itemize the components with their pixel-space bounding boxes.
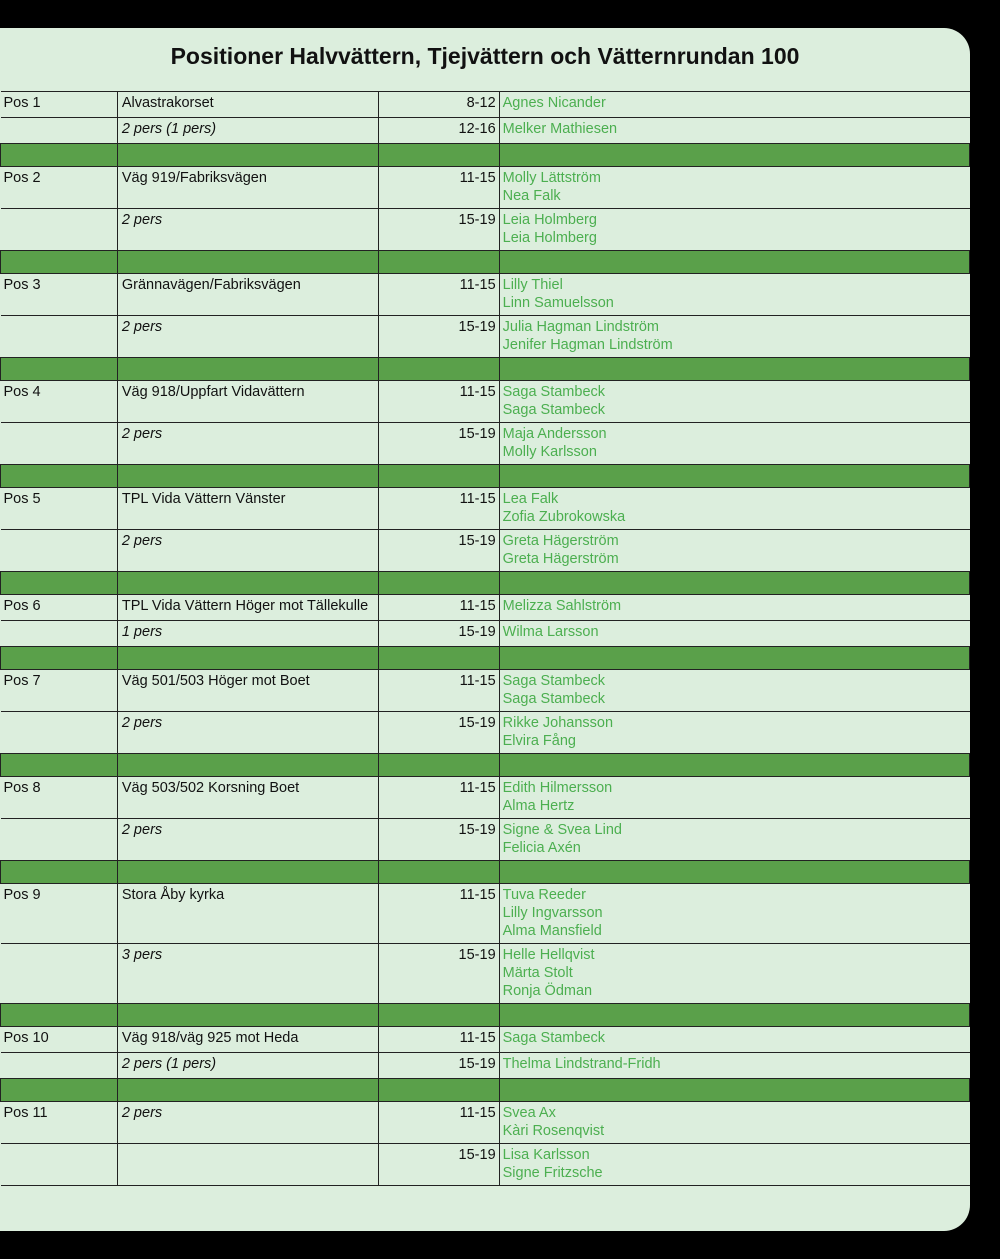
position-cell: Pos 10 [1,1027,118,1053]
time-slot-cell: 11-15 [378,1102,499,1144]
separator-cell [499,572,969,595]
time-slot-cell: 15-19 [378,944,499,1004]
volunteer-name: Saga Stambeck [502,691,606,707]
volunteer-name: Ronja Ödman [502,983,593,999]
separator-cell [378,144,499,167]
volunteer-name: Tuva Reeder [502,887,586,903]
separator-cell [378,465,499,488]
separator-row [1,144,970,167]
table-row [1,670,970,712]
time-slot-cell: 15-19 [378,423,499,465]
volunteer-names-cell [499,316,969,358]
position-cell [1,423,118,465]
volunteer-names-cell [499,1053,969,1079]
separator-cell [1,572,118,595]
volunteer-names-cell [499,488,969,530]
volunteer-name: Agnes Nicander [502,95,606,111]
table-row [1,1102,970,1144]
volunteer-name: Nea Falk [502,188,561,204]
table-row [1,777,970,819]
time-slot-cell: 15-19 [378,712,499,754]
schedule-sheet [0,28,970,1231]
time-slot-cell: 15-19 [378,621,499,647]
table-row [1,819,970,861]
separator-cell [499,754,969,777]
crew-note-cell: 2 pers [117,712,378,754]
location-cell: 2 pers [117,1102,378,1144]
time-slot-cell: 11-15 [378,167,499,209]
volunteer-name: Saga Stambeck [502,673,606,689]
time-slot-cell: 8-12 [378,92,499,118]
location-cell: TPL Vida Vättern Vänster [117,488,378,530]
separator-cell [499,358,969,381]
separator-cell [378,251,499,274]
table-row [1,1027,970,1053]
volunteer-names-cell [499,530,969,572]
table-row [1,1053,970,1079]
separator-cell [1,1004,118,1027]
volunteer-name: Kàri Rosenqvist [502,1123,605,1139]
position-cell [1,712,118,754]
separator-cell [499,251,969,274]
time-slot-cell: 11-15 [378,777,499,819]
time-slot-cell: 11-15 [378,274,499,316]
separator-cell [499,1079,969,1102]
separator-cell [378,647,499,670]
separator-cell [117,358,378,381]
table-row [1,118,970,144]
position-cell: Pos 3 [1,274,118,316]
position-cell [1,621,118,647]
location-cell: Alvastrakorset [117,92,378,118]
table-row [1,209,970,251]
separator-cell [378,358,499,381]
separator-row [1,572,970,595]
volunteer-names-cell [499,777,969,819]
volunteer-name: Greta Hägerström [502,551,619,567]
volunteer-names-cell [499,381,969,423]
volunteer-names-cell [499,884,969,944]
separator-cell [1,358,118,381]
separator-row [1,1079,970,1102]
separator-cell [1,465,118,488]
time-slot-cell: 11-15 [378,1027,499,1053]
separator-cell [117,1004,378,1027]
volunteer-name: Alma Mansfield [502,923,602,939]
separator-cell [378,1004,499,1027]
separator-cell [117,754,378,777]
separator-cell [378,754,499,777]
separator-row [1,647,970,670]
volunteer-names-cell [499,595,969,621]
position-cell: Pos 6 [1,595,118,621]
crew-note-cell: 1 pers [117,621,378,647]
separator-cell [1,861,118,884]
location-cell: Väg 918/väg 925 mot Heda [117,1027,378,1053]
separator-cell [117,251,378,274]
volunteer-name: Jenifer Hagman Lindström [502,337,673,353]
sheet-title: Positioner Halvvättern, Tjejvättern och Vätternrundan 100 [170,43,800,69]
separator-cell [499,465,969,488]
separator-cell [1,1079,118,1102]
table-row [1,621,970,647]
volunteer-names-cell [499,118,969,144]
volunteer-name: Rikke Johansson [502,715,614,731]
separator-cell [499,1004,969,1027]
position-cell: Pos 9 [1,884,118,944]
separator-row [1,465,970,488]
volunteer-name: Elvira Fång [502,733,576,749]
volunteer-name: Saga Stambeck [502,1030,606,1046]
volunteer-names-cell [499,1102,969,1144]
volunteer-name: Wilma Larsson [502,624,599,640]
separator-row [1,251,970,274]
time-slot-cell: 15-19 [378,1053,499,1079]
crew-note-cell: 2 pers [117,530,378,572]
location-cell: Väg 919/Fabriksvägen [117,167,378,209]
volunteer-names-cell [499,209,969,251]
table-row [1,92,970,118]
location-cell: Stora Åby kyrka [117,884,378,944]
volunteer-name: Leia Holmberg [502,212,597,228]
separator-cell [117,144,378,167]
position-cell [1,819,118,861]
volunteer-name: Maja Andersson [502,426,607,442]
time-slot-cell: 11-15 [378,488,499,530]
volunteer-name: Linn Samuelsson [502,295,614,311]
time-slot-cell: 11-15 [378,670,499,712]
table-row [1,423,970,465]
volunteer-name: Signe Fritzsche [502,1165,603,1181]
volunteer-names-cell [499,1027,969,1053]
crew-note-cell: 2 pers (1 pers) [117,118,378,144]
position-cell: Pos 5 [1,488,118,530]
separator-row [1,1004,970,1027]
position-cell [1,316,118,358]
volunteer-name: Leia Holmberg [502,230,597,246]
volunteer-names-cell [499,1144,969,1186]
volunteer-names-cell [499,712,969,754]
separator-cell [117,1079,378,1102]
table-row [1,381,970,423]
location-cell: Grännavägen/Fabriksvägen [117,274,378,316]
separator-cell [499,144,969,167]
separator-cell [1,647,118,670]
position-cell: Pos 1 [1,92,118,118]
volunteer-name: Lea Falk [502,491,559,507]
table-row [1,944,970,1004]
position-cell: Pos 11 [1,1102,118,1144]
table-row [1,274,970,316]
separator-cell [1,251,118,274]
position-cell [1,1053,118,1079]
time-slot-cell: 11-15 [378,884,499,944]
time-slot-cell: 15-19 [378,819,499,861]
volunteer-name: Märta Stolt [502,965,573,981]
position-cell [1,118,118,144]
volunteer-names-cell [499,92,969,118]
location-cell: Väg 918/Uppfart Vidavättern [117,381,378,423]
separator-row [1,861,970,884]
table-row [1,488,970,530]
position-cell [1,209,118,251]
separator-cell [499,861,969,884]
table-row [1,316,970,358]
volunteer-names-cell [499,944,969,1004]
volunteer-names-cell [499,423,969,465]
volunteer-name: Lilly Thiel [502,277,563,293]
crew-note-cell: 3 pers [117,944,378,1004]
volunteer-name: Alma Hertz [502,798,575,814]
volunteer-name: Thelma Lindstrand-Fridh [502,1056,661,1072]
table-row [1,595,970,621]
separator-row [1,358,970,381]
volunteer-name: Saga Stambeck [502,384,606,400]
volunteer-names-cell [499,167,969,209]
separator-cell [117,465,378,488]
table-row [1,1144,970,1186]
time-slot-cell: 15-19 [378,209,499,251]
volunteer-name: Signe & Svea Lind [502,822,622,838]
separator-cell [378,861,499,884]
volunteer-name: Melizza Sahlström [502,598,622,614]
volunteer-name: Zofia Zubrokowska [502,509,626,525]
crew-note-cell: 2 pers [117,316,378,358]
volunteer-name: Molly Lättström [502,170,601,186]
position-cell: Pos 4 [1,381,118,423]
separator-cell [1,144,118,167]
volunteer-name: Helle Hellqvist [502,947,595,963]
separator-cell [117,572,378,595]
positions-table [0,91,970,1186]
volunteer-name: Saga Stambeck [502,402,606,418]
volunteer-names-cell [499,274,969,316]
crew-note-cell: 2 pers (1 pers) [117,1053,378,1079]
volunteer-name: Greta Hägerström [502,533,619,549]
separator-row [1,754,970,777]
position-cell: Pos 8 [1,777,118,819]
separator-cell [117,647,378,670]
position-cell: Pos 7 [1,670,118,712]
crew-note-cell [117,1144,378,1186]
position-cell [1,1144,118,1186]
volunteer-name: Svea Ax [502,1105,556,1121]
volunteer-name: Edith Hilmersson [502,780,613,796]
location-cell: Väg 503/502 Korsning Boet [117,777,378,819]
separator-cell [1,754,118,777]
crew-note-cell: 2 pers [117,423,378,465]
volunteer-name: Melker Mathiesen [502,121,618,137]
time-slot-cell: 15-19 [378,1144,499,1186]
table-row [1,712,970,754]
separator-cell [499,647,969,670]
time-slot-cell: 15-19 [378,530,499,572]
time-slot-cell: 11-15 [378,381,499,423]
time-slot-cell: 12-16 [378,118,499,144]
volunteer-name: Molly Karlsson [502,444,597,460]
position-cell [1,530,118,572]
separator-cell [117,861,378,884]
separator-cell [378,1079,499,1102]
volunteer-name: Lilly Ingvarsson [502,905,603,921]
volunteer-name: Felicia Axén [502,840,581,856]
volunteer-names-cell [499,621,969,647]
table-row [1,167,970,209]
table-row [1,884,970,944]
crew-note-cell: 2 pers [117,819,378,861]
separator-cell [378,572,499,595]
volunteer-names-cell [499,670,969,712]
volunteer-names-cell [499,819,969,861]
position-cell: Pos 2 [1,167,118,209]
location-cell: TPL Vida Vättern Höger mot Tällekulle [117,595,378,621]
position-cell [1,944,118,1004]
time-slot-cell: 15-19 [378,316,499,358]
volunteer-name: Lisa Karlsson [502,1147,590,1163]
table-row [1,530,970,572]
location-cell: Väg 501/503 Höger mot Boet [117,670,378,712]
crew-note-cell: 2 pers [117,209,378,251]
volunteer-name: Julia Hagman Lindström [502,319,659,335]
time-slot-cell: 11-15 [378,595,499,621]
